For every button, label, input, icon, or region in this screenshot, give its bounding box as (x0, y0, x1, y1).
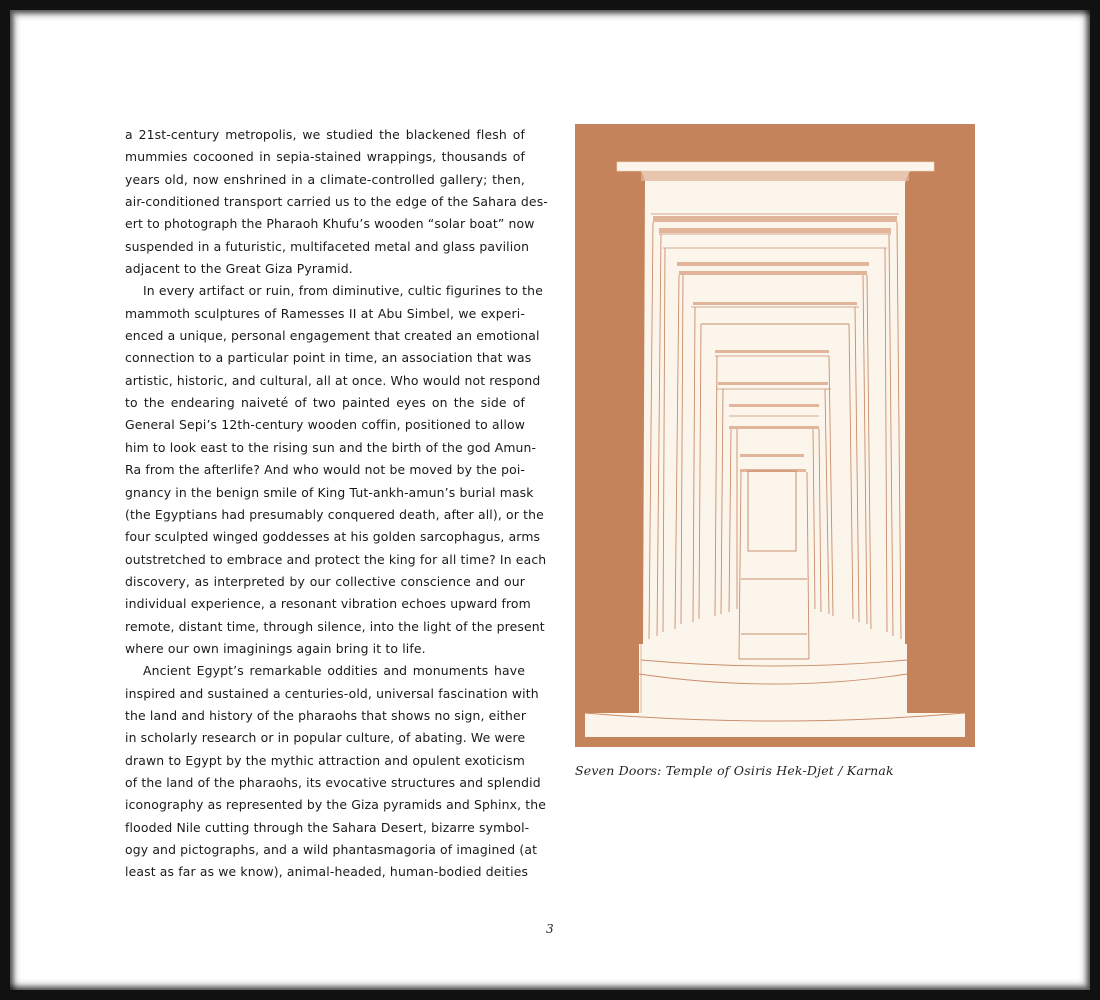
text-line: In every artifact or ruin, from diminutive, cultic figurines to the (143, 283, 543, 299)
body-paragraph (125, 124, 548, 280)
text-line: adjacent to the Great Giza Pyramid. (125, 261, 353, 277)
text-line: to the endearing naiveté of two painted eyes on the side of (125, 395, 525, 411)
text-line: suspended in a futuristic, multifaceted metal and glass pavilion (125, 238, 530, 254)
body-text-column (125, 124, 548, 884)
text-line: enced a unique, personal engagement that created an emotional (125, 328, 540, 344)
text-line: ogy and pictographs, and a wild phantasmagoria of imagined (at (125, 842, 538, 857)
text-line: a 21st-century metropolis, we studied the blackened flesh of (125, 127, 525, 142)
text-line: inspired and sustained a centuries-old, universal fascination with (125, 685, 539, 701)
text-line: where our own imaginings again bring it to life. (125, 640, 426, 656)
body-paragraph (125, 660, 547, 883)
text-line: air-conditioned transport carried us to the edge of the Sahara des- (125, 194, 548, 210)
text-line: individual experience, a resonant vibration echoes upward from (125, 596, 531, 612)
text-line: the land and history of the pharaohs that shows no sign, either (125, 707, 527, 723)
text-line: him to look east to the rising sun and the birth of the god Amun- (125, 439, 537, 455)
text-line: connection to a particular point in time, an association that was (125, 350, 532, 366)
text-line: General Sepi’s 12th-century wooden coffin, positioned to allow (125, 417, 525, 433)
text-line: (the Egyptians had presumably conquered death, after all), or the (125, 506, 544, 522)
figure-illustration (575, 124, 975, 747)
text-line: outstretched to embrace and protect the king for all time? In each (125, 551, 547, 567)
text-line: least as far as we know), animal-headed, human-bodied deities (125, 864, 529, 880)
figure-caption: Seven Doors: Temple of Osiris Hek-Djet / Karnak (575, 763, 894, 778)
text-line: ert to photograph the Pharaoh Khufu’s wooden “solar boat” now (125, 216, 535, 232)
text-line: mammoth sculptures of Ramesses II at Abu Simbel, we experi- (125, 305, 525, 321)
text-line: gnancy in the benign smile of King Tut-ankh-amun’s burial mask (125, 484, 534, 500)
text-line: artistic, historic, and cultural, all at once. Who would not respond (125, 372, 541, 388)
page-number: 3 (546, 922, 554, 936)
text-line: years old, now enshrined in a climate-controlled gallery; then, (125, 171, 525, 187)
text-line: of the land of the pharaohs, its evocative structures and splendid (125, 774, 541, 790)
text-line: discovery, as interpreted by our collective conscience and our (125, 573, 525, 589)
text-line: remote, distant time, through silence, into the light of the present (125, 618, 545, 634)
text-line: four sculpted winged goddesses at his golden sarcophagus, arms (125, 529, 541, 545)
text-line: drawn to Egypt by the mythic attraction and opulent exoticism (125, 752, 525, 768)
text-line: in scholarly research or in popular culture, of abating. We were (125, 730, 526, 746)
text-line: mummies cocooned in sepia-stained wrappings, thousands of (125, 149, 525, 165)
text-line: flooded Nile cutting through the Sahara Desert, bizarre symbol- (125, 819, 530, 835)
seven-doors-illustration-icon (575, 124, 975, 747)
text-line: Ancient Egypt’s remarkable oddities and monuments have (143, 663, 525, 679)
text-line: Ra from the afterlife? And who would not be moved by the poi- (125, 462, 526, 478)
text-line: iconography as represented by the Giza pyramids and Sphinx, the (125, 797, 547, 813)
body-paragraph (125, 280, 547, 660)
